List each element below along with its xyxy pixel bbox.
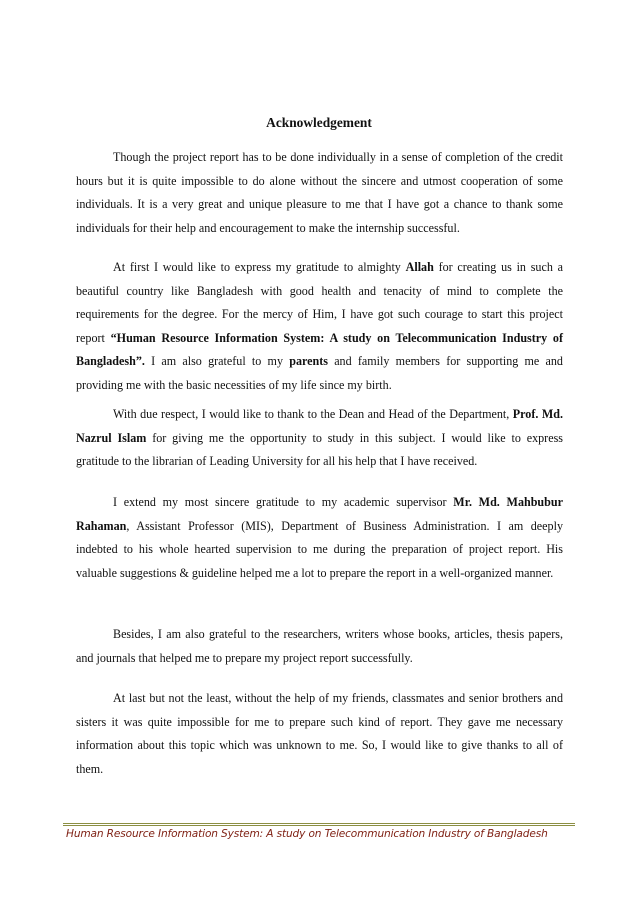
bold-text: Allah: [405, 260, 434, 274]
report-title-text: “Human Resource Information System: A study on Telecommunication Industry of Bangladesh”.: [76, 330, 563, 368]
paragraph-friends-thanks: At last but not the least, without the help of my friends, classmates and senior brothers and sisters it was quite impossible for me to prepare such kind of report. They gave me necessary information about this topic which was unknown to me. So, I would like to give thanks to all of them.: [76, 691, 563, 776]
text-span: , Assistant Professor (MIS), Department of Business Administration. I am deeply indebted to his whole hearted supervision to me during the preparation of project report. His valuable suggestions & guideline helped me a lot to prepare the report in a well-organized manner.: [76, 518, 563, 580]
supervisor-name: Mr. Md. Mahbubur Rahaman: [76, 495, 563, 533]
paragraph-dean-thanks: [76, 403, 563, 474]
footer-divider: [63, 823, 575, 826]
page-footer: Human Resource Information System: A study on Telecommunication Industry of Bangladesh: [66, 828, 548, 840]
paragraph-gratitude-allah: [76, 256, 563, 397]
dean-name: Prof. Md. Nazrul Islam: [76, 407, 564, 445]
text-span: for giving me the opportunity to study in this subject. I would like to express gratitude to the librarian of Leading University for all his help that I have received.: [76, 430, 563, 468]
paragraph-researchers-thanks: Besides, I am also grateful to the researchers, writers whose books, articles, thesis papers, and journals that helped me to prepare my project report successfully.: [76, 627, 563, 665]
paragraph-intro: Though the project report has to be done individually in a sense of completion of the credit hours but it is quite impossible to do alone without the sincere and utmost cooperation of some individuals. It is a very great and unique pleasure to me that I have got a chance to thank some individuals for their help and encouragement to make the internship successful.: [76, 150, 563, 235]
paragraph-supervisor-thanks: [76, 491, 563, 585]
text-span: I am also grateful to my: [144, 354, 290, 368]
text-span: With due respect, I would like to thank to the Dean and Head of the Department,: [113, 407, 513, 421]
text-span: and family members for supporting me and providing me with the basic necessities of my life since my birth.: [76, 354, 563, 392]
page-title: Acknowledgement: [266, 115, 372, 130]
text-span: At first I would like to express my gratitude to almighty: [113, 260, 406, 274]
text-span: for creating us in such a beautiful country like Bangladesh with good health and tenacity of mind to complete the requirements for the degree. For the mercy of Him, I have got such courage to start this project report: [76, 260, 563, 345]
text-span: I extend my most sincere gratitude to my academic supervisor: [113, 495, 454, 509]
bold-text: parents: [289, 354, 328, 368]
